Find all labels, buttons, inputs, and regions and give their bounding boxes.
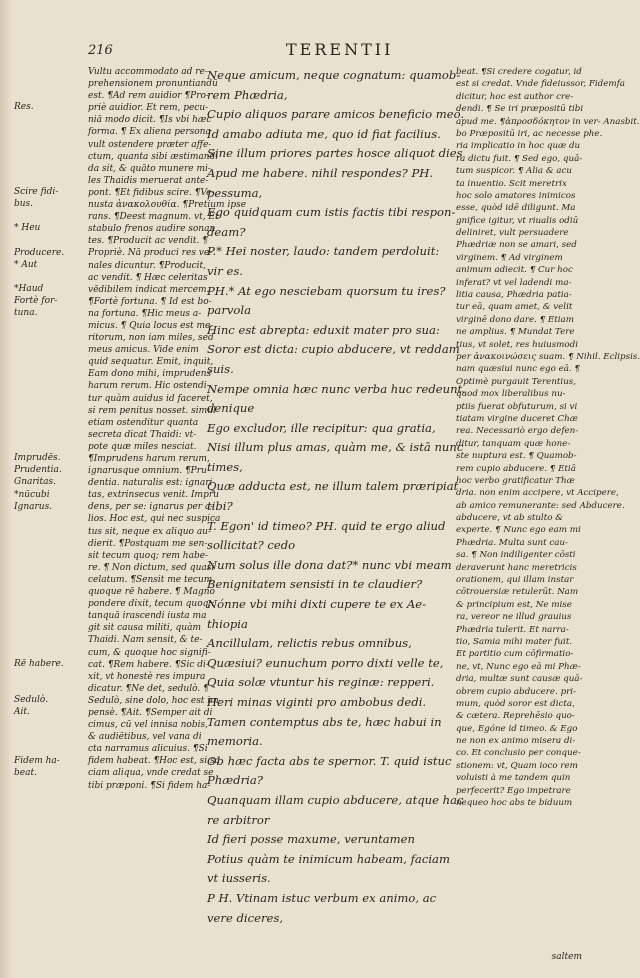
commentary-line: vult ostendere præter affe- [88,139,212,150]
commentary-line: stionem: vt, Quam ioco rem [456,760,578,771]
verse-line: Soror est dicta: cupio abducere, vt reddam [207,342,460,357]
verse-line: Quanquam illam cupio abducere, atque hac [207,792,464,807]
commentary-line: ne, vt, Nunc ego eā mi Phæ- [456,661,581,672]
commentary-line: git sit causa militi, quàm [88,623,201,634]
commentary-line: litia causa, Phædria patia- [456,290,572,301]
commentary-line: ciam aliqua, vnde credat se [88,768,214,779]
commentary-line: ste nuptura est. ¶ Quamob- [456,451,577,462]
verse-line: Id fieri posse maxume, veruntamen [207,832,415,847]
commentary-line: quid sequatur. Emit, inquit, [88,357,214,368]
commentary-line: lios. Hoc est, qui nec suspica [88,514,221,525]
commentary-line: ab amico remunerante: sed Abducere. [456,500,625,511]
verse-line: memoria. [207,734,263,749]
commentary-line: ra dictu fuit. ¶ Sed ego, quā- [456,153,583,164]
commentary-line: & audiētibus, vel vana di [88,732,202,743]
commentary-line: est si credat. Vnde fideiussor, Fidemfa [456,79,625,90]
commentary-line: co. Et conclusio per conque- [456,748,581,759]
verse-line: Num solus ille dona dat?* nunc vbi meam [207,557,452,572]
margin-note: beat. [14,767,37,778]
commentary-line: per ἀνακοινώσεις suam. ¶ Nihil. Eclipsis. [456,351,640,362]
commentary-line: Eam dono mihi, imprudens [88,369,212,380]
verse-line: Ob hæc facta abs te spernor. T. quid istuc [207,753,452,768]
verse-line: rem Phædria, [207,87,288,102]
verse-line: Nisi illum plus amas, quàm me, & istā nunc [207,440,464,455]
commentary-line: quoque rē habere. ¶ Magno [88,587,215,598]
commentary-line: rea. Necessariò ergo defen- [456,426,579,437]
commentary-line: cta narramus alicuius. ¶Si [88,744,208,755]
commentary-line: hoc solo amatores inimicos [456,190,576,201]
commentary-line: inferat? vt vel ladendi ma- [456,277,572,288]
commentary-line: nusta ἀνακολουθία. ¶Pretium ipse [88,200,247,211]
commentary-line: pote quæ miles nesciat. [88,441,197,452]
commentary-line: da sit, & quāto munere mi- [88,163,211,174]
commentary-line: tur quàm auidus id faceret, [88,393,213,404]
commentary-line: dierit. ¶Postquam me sen- [88,538,208,549]
commentary-line: est. ¶Ad rem auidior ¶Pro- [88,91,209,102]
commentary-line: ria implicatio in hoc quæ du [456,141,581,152]
commentary-line: tas, extrinsecus venit. Impru [88,490,219,501]
margin-note: Sedulò. [14,695,49,706]
commentary-line: hoc verbo gratificatur Thæ [456,475,575,486]
commentary-line: orationem, qui illam instar [456,575,574,586]
margin-note: Rē habere. [14,658,64,669]
commentary-line: tum suspicor. ¶ Alia & acu [456,166,572,177]
verse-line: Ego quidquam cum istis factis tibi respon- [207,205,456,220]
margin-note: Ignarus. [14,501,53,512]
commentary-line: tes. ¶Producit ac vendit. ¶ [88,236,208,247]
commentary-line: tanquā irascendi iusta ma [88,611,207,622]
commentary-line: xit, vt honestè res impura [88,671,206,682]
commentary-line: stabulo frenos audire sonan [88,224,216,235]
verse-line: pessuma, [207,185,263,200]
verse-line: Apud me habere. nihil respondes? PH. [207,165,434,180]
margin-note: Ait. [14,707,30,718]
commentary-line: tus sit, neque ex aliquo au- [88,526,212,537]
commentary-line: cum, & quoque hoc signifi- [88,647,211,658]
verse-line: Quæsiui? eunuchum porro dixti velle te, [207,655,444,670]
commentary-line: tur eā, quam amet, & velit [456,302,573,313]
commentary-line: apud me. ¶ἀπροσδόκητον in ver- Anasbit. [456,116,640,127]
margin-note: *Haud [14,283,44,294]
commentary-line: virginē dono dare. ¶ Etiam [456,314,574,325]
commentary-line: ignarusque omnium. ¶Pru- [88,466,210,477]
commentary-line: vēdibilem indicat mercem. [88,284,210,295]
margin-note: *nūcubi [14,489,50,500]
commentary-line: & cætera. Reprehēsio quo- [456,711,575,722]
commentary-line: micus. ¶ Quia locus est me- [88,320,214,331]
commentary-line: rans. ¶Deest magnum. vt, Et [88,212,219,223]
verse-line: vt iusseris. [207,871,271,886]
commentary-line: dria, multæ sunt causæ quā- [456,674,583,685]
commentary-line: dria. non enim accipere, vt Accipere, [456,488,619,499]
verse-line: denique [207,401,255,416]
commentary-line: nales dicuntur. ¶Producit, [88,260,207,271]
commentary-line: forma. ¶ Ex aliena persona [88,127,211,138]
commentary-line: etiam ostenditur quanta [88,417,199,428]
verse-line: Sine illum priores partes hosce aliquot dies [207,146,463,161]
commentary-line: tibi præponi. ¶Si fidem ha- [88,780,211,791]
commentary-line: si rem penitus nosset. simul [88,405,216,416]
commentary-line: quod mox liberalibus nu- [456,389,566,400]
commentary-line: nam quæsiui nunc ego eā. ¶ [456,364,580,375]
commentary-line: ctum, quanta sibi æstimandi [88,151,219,162]
margin-note: * Heu [14,223,41,234]
commentary-line: cōtrouersiæ retulerūt. Nam [456,587,579,598]
verse-line: Potius quàm te inimicum habeam, faciam [207,851,450,866]
margin-note: Imprudēs. [14,453,61,464]
verse-line: Heri minas viginti pro ambobus dedi. [207,695,427,709]
commentary-line: ne non ex animo misera di- [456,736,576,747]
verse-line: thiopia [207,616,248,631]
commentary-line: bo Præpositū iri, ac necesse phe. [456,128,603,139]
commentary-line: ne amplius. ¶ Mundat Tere [456,327,575,338]
commentary-line: pont. ¶Et fidibus scire. ¶Ve- [88,187,215,198]
commentary-line: rem cupio abducere. ¶ Etiā [456,463,576,474]
verse-line: Phædria? [207,773,263,788]
verse-line: PH.* At ego nesciebam quorsum tu ires? [207,283,446,298]
commentary-line: dendi. ¶ Se iri præpositū tibi [456,104,584,115]
commentary-line: ditur, tanquam quæ hone- [456,438,571,449]
verse-line: Neque amicum, neque cognatum: quamob- [207,68,461,82]
commentary-line: prehensionem pronuntiandū [88,79,218,90]
verse-line: Id amabo adiuta me, quo id fiat facilius. [207,126,441,141]
commentary-line: priè auidior. Et rem, pecu- [88,103,209,114]
commentary-line: ¶Imprudens harum rerum, [88,454,210,464]
commentary-line: que, Egóne id timeo. & Ego [456,723,578,734]
commentary-line: ta inuentio. Scit meretrix [456,178,567,189]
commentary-line: tio, Samia mihi mater fuit. [456,636,573,647]
commentary-line: Sedulò, sine dolo, hoc est im- [88,695,222,706]
commentary-line: Phædria tulerit. Et narra- [456,624,569,635]
commentary-line: virginem. ¶ Ad virginem [456,252,563,263]
verse-line: Hinc est abrepta: eduxit mater pro sua: [207,322,440,337]
commentary-line: secreta dicat Thaidi: vt- [88,429,197,440]
commentary-line: les Thaidis meruerat ante- [88,175,209,186]
commentary-line: niā modo dicit. ¶Is vbi hæc [88,115,212,126]
commentary-line: obrem cupio abducere. pri- [456,686,577,697]
commentary-line: celatum. ¶Sensit me tecum [88,574,213,585]
verse-line: Ego excludor, ille recipitur: qua gratia, [207,420,436,435]
verse-line: suis. [207,361,234,376]
commentary-line: ac vendit. ¶ Hæc celeritas [88,272,208,283]
commentary-line: gnifice igitur, vt riualis odiū [456,215,579,226]
commentary-line: Optimè purgauit Terentius, [456,376,577,387]
commentary-line: deliniret, vult persuadere [456,228,569,239]
margin-note: Fortè for- [14,295,58,306]
commentary-line: harum rerum. Hic ostendi- [88,381,210,392]
verse-line: Quia solæ vtuntur his reginæ: repperi. [207,675,435,690]
verse-line: P.* Hei noster, laudo: tandem perdoluit: [207,244,440,259]
commentary-line: Vultu accommodato ad re- [88,67,208,77]
commentary-line: experte. ¶ Nunc ego eam mi [456,525,581,536]
commentary-line: meus amicus. Vide enim [88,345,199,356]
verse-line: P H. Vtinam istuc verbum ex animo, ac [207,890,437,905]
commentary-line: cat. ¶Rem habere. ¶Sic di- [88,659,209,670]
commentary-line: animum adiecit. ¶ Cur hoc [456,265,573,276]
commentary-line: tius, vt solet, res huiusmodi [456,339,578,350]
commentary-line: pensè. ¶Ait. ¶Semper ait di [88,707,213,718]
verse-line: Benignitatem sensisti in te claudier? [207,577,423,592]
margin-note: Prudentia. [14,465,62,476]
margin-note: Fidem ha- [14,755,60,766]
commentary-line: voluisti à me tandem quin [456,773,571,784]
margin-note: Scire fidi- [14,187,59,197]
commentary-line: Phædriæ non se amari, sed [456,240,577,251]
commentary-line: re. ¶ Non dictum, sed quasi [88,562,215,573]
catchword: saltem [551,952,582,962]
margin-note: Producere. [14,247,65,258]
commentary-line: ptiis fuerat obfuturum, si vi [456,401,578,412]
margin-note: * Aut [14,259,38,270]
commentary-line: dicatur. ¶Ne det, sedulò. ¶ [88,683,209,694]
commentary-line: sit tecum quoq; rem habe- [88,550,209,561]
margin-note: Res. [14,102,34,113]
verse-line: sollicitat? cedo [207,538,296,553]
verse-line: re arbitror [207,812,270,827]
margin-note: tuna. [14,308,38,318]
commentary-line: dentia. naturalis est: ignari [88,478,213,489]
commentary-line: tiatam virgine duceret Chæ [456,413,578,424]
running-title: TERENTII [286,40,394,59]
commentary-line: Phædria. Multa sunt cau- [456,537,568,548]
commentary-line: fidem habeat. ¶Hoc est, si sa [88,756,220,767]
gutter-shadow [0,0,12,978]
verse-line: vere diceres, [207,910,284,925]
commentary-line: Propriè. Nā produci res ve- [88,248,213,259]
commentary-line: abducere, vt ab stulto & [456,513,563,524]
commentary-line: ¶Fortè fortuna. ¶ Id est bo- [88,296,212,307]
verse-line: parvola [207,303,252,318]
commentary-line: mum, quòd soror est dicta, [456,698,575,709]
verse-line: Ancillulam, relictis rebus omnibus, [207,636,412,651]
verse-line: Quæ adducta est, ne illum talem præripiat [207,479,459,494]
commentary-line: & principium est, Ne mise [456,599,572,610]
commentary-line: nequeo hoc abs te biduum [456,798,573,809]
verse-line: Nempe omnia hæc nunc verba huc redeunt. [207,381,466,396]
commentary-line: pondere dixit, tecum quoq;: [88,599,215,610]
margin-note: Gnaritas. [14,477,56,488]
verse-line: deam? [207,224,246,239]
margin-note: bus. [14,199,34,210]
page-header [0,40,600,66]
commentary-line: Et partitio cum cōfirmatio- [456,649,574,660]
page-number: 216 [88,43,113,58]
commentary-line: deraverunt hanc meretricis [456,562,577,573]
commentary-line: perfecerit? Ego impetrare [456,785,571,796]
commentary-line: ritorum, non iam miles, sed [88,333,214,344]
commentary-column-right [456,66,640,809]
commentary-line: dicitur, hoc est author cre- [456,91,574,102]
commentary-line: esse, quòd idē diligunt. Ma [456,203,576,214]
verse-line: times, [207,459,243,474]
verse-line: Tamen contemptus abs te, hæc habui in [207,714,442,729]
commentary-line: ra, vereor ne illud grauius [456,612,572,623]
commentary-line: na fortuna. ¶Hic meus a- [88,308,202,319]
commentary-line: sa. ¶ Non indiligenter cōsti [456,550,576,561]
verse-line: Nónne vbi mihi dixti cupere te ex Ae- [207,597,427,612]
play-text-column [207,66,466,928]
verse-line: Cupio aliquos parare amicos beneficio meo. [207,107,465,122]
verse-line: T. Egon' id timeo? PH. quid te ergo aliud [207,518,446,533]
commentary-line: dens, per se: ignarus per a- [88,502,214,513]
commentary-line: cimus, cū vel innisa nobis, [88,720,208,731]
commentary-line: beat. ¶Si credere cogatur, id [456,67,582,77]
verse-line: vir es. [207,263,243,278]
commentary-line: Thaidi. Nam sensit, & te- [88,635,203,646]
verse-line: tibi? [207,499,233,514]
